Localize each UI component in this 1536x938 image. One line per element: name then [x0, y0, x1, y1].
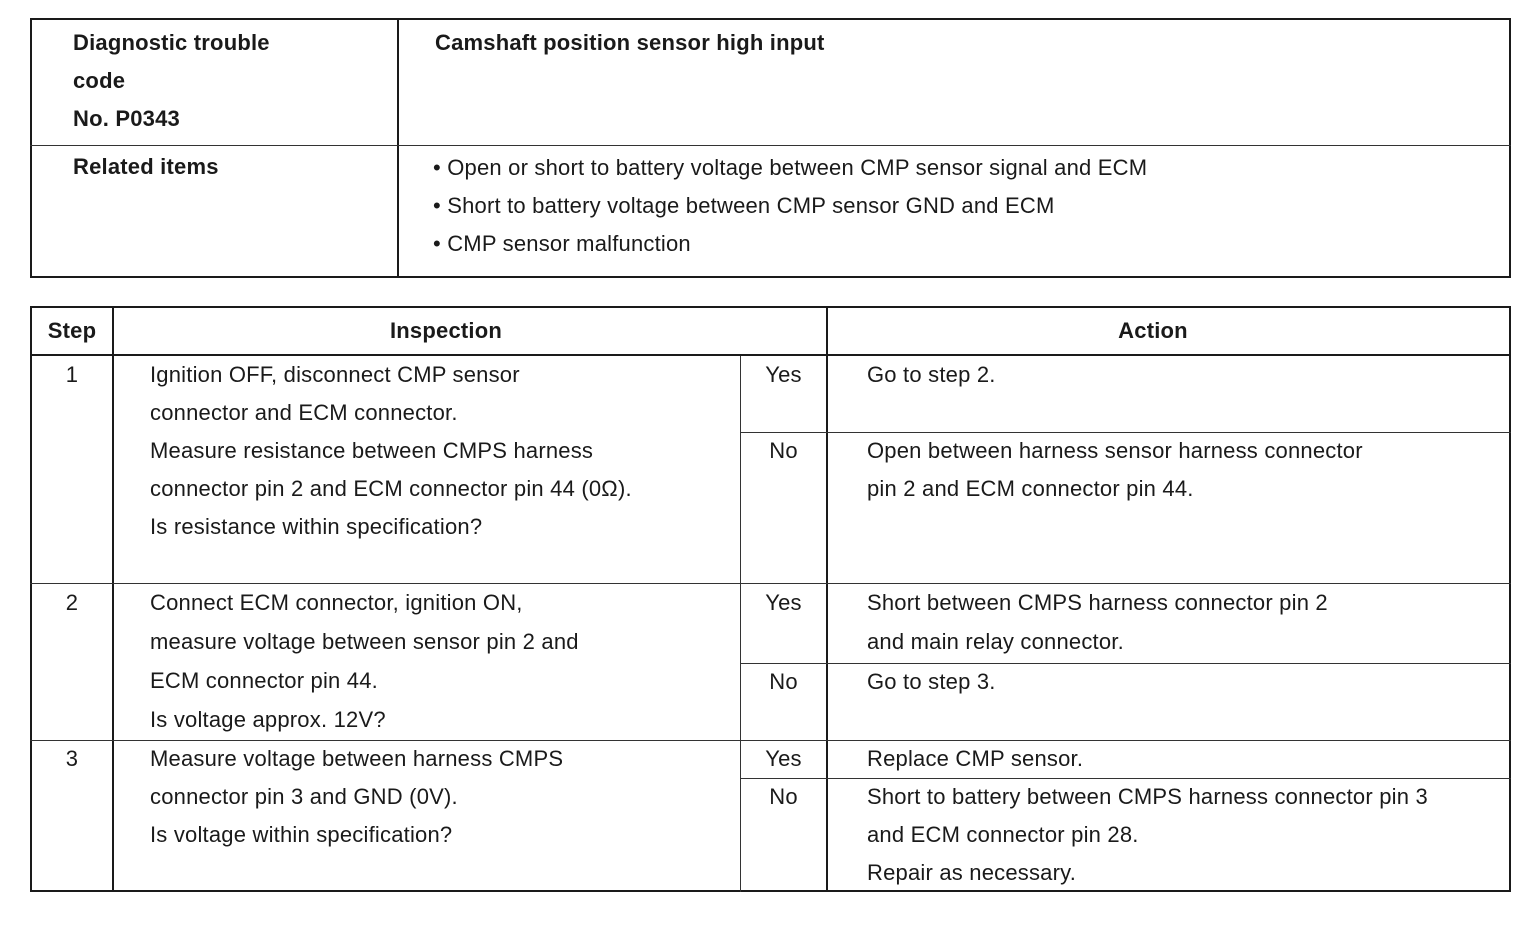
action-line: Go to step 3.: [867, 669, 996, 694]
inspection-header: Inspection: [389, 318, 502, 343]
no-label: No: [769, 669, 798, 694]
action-line: Go to step 2.: [867, 362, 996, 387]
action-column-divider: [826, 306, 828, 892]
dtc-label-line: Diagnostic trouble: [73, 30, 270, 55]
inspection-line: Is voltage approx. 12V?: [150, 707, 386, 732]
header-table-bottom-border: [30, 276, 1511, 278]
yes-label: Yes: [765, 746, 802, 771]
related-items-list: [433, 149, 1147, 263]
dtc-label: [73, 24, 270, 138]
inspection-line: connector and ECM connector.: [150, 400, 458, 425]
inspection-line: Measure voltage between harness CMPS: [150, 746, 564, 771]
related-item: • Open or short to battery voltage between CMP sensor signal and ECM: [433, 155, 1148, 180]
inspection-line: Is resistance within specification?: [150, 514, 483, 539]
step1-yes-action: [867, 356, 996, 394]
yes-label: Yes: [765, 362, 802, 387]
action-line: Short between CMPS harness connector pin 2: [867, 590, 1328, 615]
yes-label: Yes: [765, 590, 802, 615]
inspection-line: measure voltage between sensor pin 2 and: [150, 629, 579, 654]
related-items-label: Related items: [73, 154, 219, 179]
action-line: and ECM connector pin 28.: [867, 822, 1139, 847]
step3-inspection: [150, 740, 563, 854]
steps-table-top-border: [30, 306, 1511, 308]
step3-no-action: [867, 778, 1428, 892]
dtc-code: No. P0343: [73, 106, 180, 131]
step-header: Step: [47, 318, 97, 343]
inspection-line: Is voltage within specification?: [150, 822, 453, 847]
header-table-left-border: [30, 18, 32, 278]
step-number: 2: [65, 590, 79, 615]
inspection-line: Connect ECM connector, ignition ON,: [150, 590, 523, 615]
step2-yes-no-divider: [740, 663, 1511, 664]
step1-no-action: [867, 432, 1363, 508]
header-table-top-border: [30, 18, 1511, 20]
related-item: • CMP sensor malfunction: [433, 231, 691, 256]
action-line: and main relay connector.: [867, 629, 1124, 654]
inspection-line: connector pin 2 and ECM connector pin 44 (0Ω).: [150, 476, 632, 501]
action-line: Replace CMP sensor.: [867, 746, 1084, 771]
dtc-label-line: code: [73, 68, 126, 93]
step3-yes-action: [867, 740, 1083, 778]
action-line: pin 2 and ECM connector pin 44.: [867, 476, 1194, 501]
steps-table-right-border: [1509, 306, 1511, 892]
action-line: Short to battery between CMPS harness connector pin 3: [867, 784, 1428, 809]
step2-yes-action: [867, 584, 1328, 662]
action-header: Action: [1118, 318, 1188, 343]
step1-inspection: [150, 356, 632, 546]
step-column-divider: [112, 306, 114, 892]
inspection-line: connector pin 3 and GND (0V).: [150, 784, 458, 809]
header-table-right-border: [1509, 18, 1511, 278]
header-table-row-divider: [30, 145, 1511, 146]
action-line: Open between harness sensor harness connector: [867, 438, 1363, 463]
header-table-column-divider: [397, 18, 399, 278]
inspection-line: Ignition OFF, disconnect CMP sensor: [150, 362, 520, 387]
no-label: No: [769, 784, 798, 809]
step-number: 1: [65, 362, 79, 387]
step-number: 3: [65, 746, 79, 771]
action-line: Repair as necessary.: [867, 860, 1077, 885]
no-label: No: [769, 438, 798, 463]
inspection-line: ECM connector pin 44.: [150, 668, 378, 693]
related-item: • Short to battery voltage between CMP sensor GND and ECM: [433, 193, 1055, 218]
dtc-title: Camshaft position sensor high input: [435, 30, 825, 55]
step2-inspection: [150, 584, 579, 740]
step2-no-action: [867, 663, 996, 701]
inspection-line: Measure resistance between CMPS harness: [150, 438, 594, 463]
